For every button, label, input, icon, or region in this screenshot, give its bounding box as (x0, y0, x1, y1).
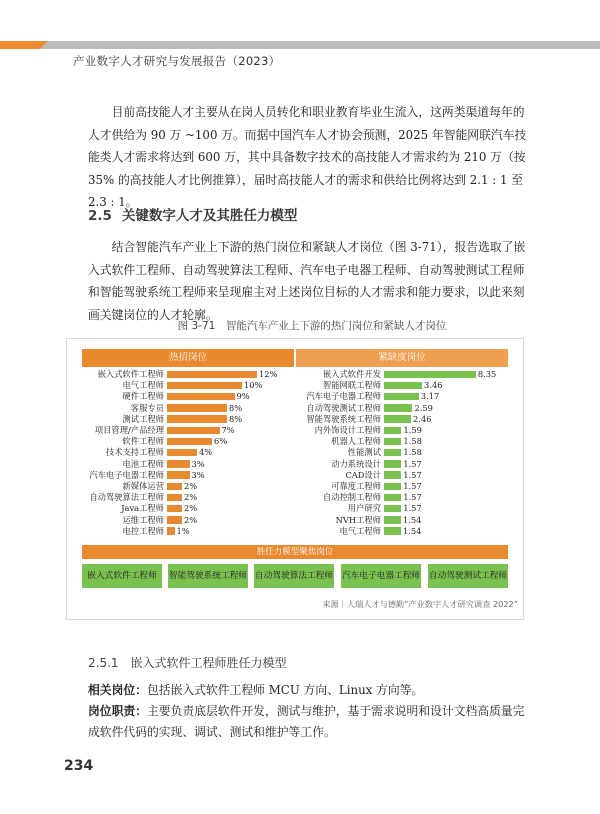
section-heading (88, 204, 297, 224)
hot-job-bar (167, 527, 175, 535)
scarce-job-bar (384, 471, 401, 479)
scarce-job-category-label: 智能网联工程师 (322, 380, 381, 391)
scarce-job-value-label: 1.57 (403, 492, 422, 503)
scarce-job-row-label (251, 514, 381, 526)
scarce-job-row-label (251, 502, 381, 514)
scarce-job-row-label (251, 424, 381, 436)
hot-job-category-label: 客服专员 (130, 402, 164, 413)
hot-job-value-label: 3% (191, 469, 205, 480)
scarce-job-bar (384, 404, 412, 412)
hot-job-bar (167, 371, 257, 379)
hot-job-row-label (34, 402, 164, 414)
hot-job-bar (167, 404, 227, 412)
scarce-job-row-label (251, 480, 381, 492)
scarce-job-value-label: 3.17 (420, 391, 440, 402)
hot-job-value-label: 6% (214, 436, 228, 447)
hot-job-bar (167, 393, 235, 401)
competency-model-item: 智能驾驶系统工程师 (168, 564, 248, 588)
hot-job-row-label (34, 502, 164, 514)
scarce-job-value-label: 1.59 (403, 425, 422, 435)
hot-job-row-label (34, 514, 164, 526)
scarce-job-row-label (251, 435, 381, 447)
competency-model-item: 嵌入式软件工程师 (82, 564, 162, 588)
scarce-job-value-label: 1.54 (402, 514, 422, 525)
scarce-job-value-label: 1.58 (403, 436, 422, 447)
scarce-job-category-label: 内外饰设计工程师 (314, 425, 381, 435)
hot-job-bar (167, 427, 220, 435)
header-gray-band (0, 41, 600, 49)
hot-job-bar (167, 449, 197, 457)
figure-source: 来源｜人瑞人才与德勤“产业数字人才研究调查 2022” (322, 599, 518, 609)
scarce-job-row-label (251, 446, 381, 458)
scarce-job-category-label: 用户研究 (347, 503, 381, 514)
section-title: 关键数字人才及其胜任力模型 (121, 208, 298, 224)
scarce-job-value-label: 1.57 (403, 469, 422, 480)
related-jobs-text: 包括嵌入式软件工程师 MCU 方向、Linux 方向等。 (147, 683, 424, 697)
paragraph-2: 结合智能汽车产业上下游的热门岗位和紧缺人才岗位（图 3-71），报告选取了嵌入式软件工程师、自动驾驶算法工程师、汽车电子电器工程师、自动驾驶测试工程师和智能驾驶系统工程师来呈现雇主对上述岗位目标的人才需求和能力要求，以此来刻画关键岗位的人才轮廓。 (88, 240, 526, 322)
paragraph-1: 目前高技能人才主要从在岗人员转化和职业教育毕业生流入，这两类渠道每年的人才供给为 90 万 ~100 万。而据中国汽车人才协会预测，2025 年智能网联汽车技能类人才需求将达到 600 万，其中具备数字技术的高技能人才需求约为 210 万（按 35% 的高技能人才比例推算），届时高技能人才的需求和供给比例将达到 2.1 : 1 至 2.3 : 1。 (88, 105, 527, 209)
scarce-job-bar (384, 415, 411, 423)
hot-job-category-label: 技术支持工程师 (105, 447, 164, 458)
scarce-job-value-label: 1.57 (403, 458, 422, 469)
hot-job-category-label: 电池工程师 (122, 458, 164, 469)
hot-job-row-label (34, 491, 164, 503)
scarce-job-bar (384, 449, 401, 457)
hot-job-bar (167, 471, 190, 479)
hot-job-value-label: 8% (229, 413, 243, 424)
hot-jobs-header: 热招岗位 (82, 349, 294, 367)
scarce-job-category-label: 性能测试 (347, 447, 381, 458)
hot-job-category-label: 电控工程师 (122, 525, 164, 536)
header-bar (0, 41, 600, 49)
hot-job-row-label (34, 469, 164, 481)
hot-job-category-label: 项目管理/产品经理 (94, 425, 164, 435)
scarce-job-bar (384, 527, 401, 535)
scarce-job-value-label: 2.46 (413, 413, 432, 424)
scarce-job-category-label: 可靠度工程师 (331, 481, 381, 491)
scarce-job-value-label: 1.57 (403, 503, 422, 514)
scarce-job-bar (384, 505, 401, 513)
hot-job-row-label (34, 390, 164, 402)
scarce-job-bar (384, 516, 401, 524)
scarce-job-category-label: NVH工程师 (335, 514, 381, 525)
scarce-job-category-label: 自动控制工程师 (322, 492, 381, 503)
hot-job-bar (167, 438, 212, 446)
scarce-job-bar (384, 382, 422, 390)
duty-label: 岗位职责： (88, 704, 147, 718)
hot-job-value-label: 3% (191, 458, 205, 469)
hot-job-category-label: 测试工程师 (122, 413, 164, 424)
hot-job-value-label: 7% (221, 425, 235, 435)
scarce-job-category-label: 汽车电子电器工程师 (306, 391, 381, 402)
running-header-title: 产业数字人才研究与发展报告（2023） (73, 54, 281, 68)
hot-job-bar (167, 382, 242, 390)
hot-job-value-label: 12% (259, 369, 278, 379)
section-number: 2.5 (88, 208, 112, 224)
hot-job-value-label: 2% (184, 514, 198, 525)
scarce-job-category-label: CAD设计 (345, 469, 381, 480)
hot-job-category-label: 新媒体运营 (122, 481, 164, 491)
hot-job-value-label: 2% (184, 481, 198, 491)
hot-job-value-label: 8% (229, 402, 243, 413)
hot-job-row-label (34, 480, 164, 492)
duty-paragraph (88, 701, 536, 743)
scarce-job-category-label: 智能驾驶系统工程师 (306, 413, 381, 424)
scarce-job-row-label (251, 469, 381, 481)
competency-model-item: 自动驾驶测试工程师 (428, 564, 508, 588)
hot-job-bar (167, 460, 190, 468)
related-jobs-label: 相关岗位： (88, 683, 147, 697)
scarce-job-row-label (251, 379, 381, 391)
scarce-jobs-header: 紧缺度岗位 (296, 349, 508, 367)
hot-job-row-label (34, 435, 164, 447)
hot-job-row-label (34, 525, 164, 537)
scarce-job-row-label (251, 525, 381, 537)
scarce-job-bar (384, 371, 476, 379)
scarce-job-row-label (251, 402, 381, 414)
scarce-job-bar (384, 483, 401, 491)
scarce-job-bar (384, 393, 419, 401)
competency-model-item: 汽车电子电器工程师 (341, 564, 421, 588)
competency-model-header: 胜任力模型聚焦岗位 (82, 545, 508, 559)
scarce-job-row-label (251, 413, 381, 425)
figure-caption: 图 3-71 智能汽车产业上下游的热门岗位和紧缺人才岗位 (177, 320, 447, 332)
subsection-number: 2.5.1 (88, 656, 119, 670)
hot-job-category-label: 嵌入式软件工程师 (97, 369, 164, 379)
hot-job-row-label (34, 446, 164, 458)
hot-job-category-label: 硬件工程师 (122, 391, 164, 402)
scarce-job-value-label: 1.57 (403, 481, 422, 491)
page-number: 234 (64, 758, 94, 774)
hot-job-value-label: 2% (184, 503, 198, 514)
hot-job-category-label: 电气工程师 (122, 380, 164, 391)
duty-text: 主要负责底层软件开发，测试与维护，基于需求说明和设计文档高质量完成软件代码的实现、调试、测试和维护等工作。 (88, 704, 525, 739)
scarce-job-bar (384, 427, 401, 435)
hot-job-category-label: 自动驾驶算法工程师 (89, 492, 164, 503)
scarce-job-category-label: 机器人工程师 (331, 436, 381, 447)
scarce-job-bar (384, 438, 401, 446)
subsection-title: 嵌入式软件工程师胜任力模型 (130, 656, 287, 670)
hot-job-row-label (34, 458, 164, 470)
hot-job-bar (167, 505, 182, 513)
scarce-job-value-label: 2.59 (414, 402, 433, 413)
subsection-heading (88, 654, 287, 671)
scarce-job-row-label (251, 458, 381, 470)
hot-job-row-label (34, 368, 164, 380)
related-jobs-paragraph (88, 680, 536, 700)
scarce-job-category-label: 嵌入式软件开发 (322, 369, 381, 379)
competency-model-item: 自动驾驶算法工程师 (254, 564, 334, 588)
hot-job-category-label: 软件工程师 (122, 436, 164, 447)
hot-job-value-label: 4% (199, 447, 213, 458)
scarce-job-category-label: 动力系统设计 (331, 458, 381, 469)
scarce-job-category-label: 电气工程师 (339, 525, 381, 536)
hot-job-value-label: 2% (184, 492, 198, 503)
hot-job-bar (167, 494, 182, 502)
scarce-job-value-label: 3.46 (424, 380, 443, 391)
scarce-job-row-label (251, 368, 381, 380)
hot-job-bar (167, 483, 182, 491)
hot-job-category-label: 汽车电子电器工程师 (89, 469, 164, 480)
hot-job-row-label (34, 413, 164, 425)
scarce-job-row-label (251, 390, 381, 402)
hot-job-value-label: 1% (176, 525, 190, 536)
scarce-job-category-label: 自动驾驶测试工程师 (306, 402, 381, 413)
hot-job-row-label (34, 424, 164, 436)
scarce-job-bar (384, 460, 401, 468)
hot-job-bar (167, 415, 227, 423)
hot-job-category-label: Java工程师 (121, 503, 164, 514)
scarce-job-value-label: 8.35 (477, 369, 497, 379)
hot-job-category-label: 运维工程师 (122, 514, 164, 525)
hot-job-bar (167, 516, 182, 524)
scarce-job-row-label (251, 491, 381, 503)
hot-job-value-label: 10% (244, 380, 263, 391)
scarce-job-value-label: 1.58 (403, 447, 422, 458)
hot-job-row-label (34, 379, 164, 391)
scarce-job-bar (384, 494, 401, 502)
hot-job-value-label: 9% (236, 391, 250, 402)
scarce-job-value-label: 1.54 (402, 525, 422, 536)
